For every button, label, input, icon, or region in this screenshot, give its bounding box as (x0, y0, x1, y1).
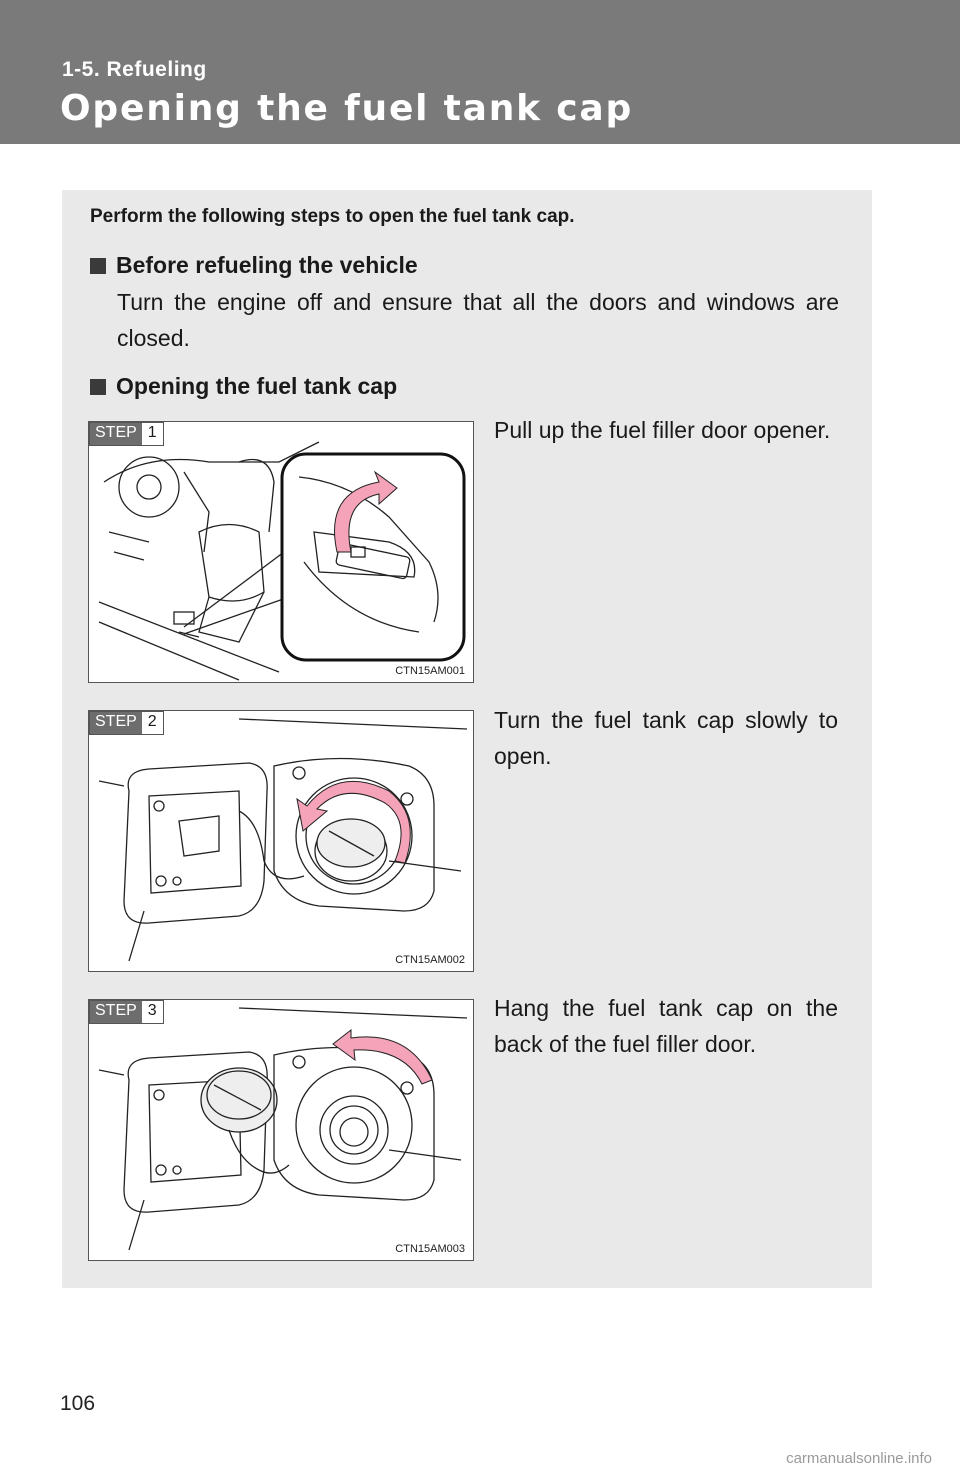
square-bullet-icon (90, 258, 106, 274)
step-badge (89, 711, 164, 735)
figure-code: CTN15AM002 (395, 954, 465, 966)
step-2-figure (88, 710, 474, 972)
page-number: 106 (60, 1392, 96, 1415)
hang-cap-illustration (89, 1000, 473, 1260)
opening-heading (90, 373, 397, 400)
page-title: Opening the fuel tank cap (60, 88, 634, 129)
fuel-door-opener-illustration (89, 422, 473, 682)
turn-cap-illustration (89, 711, 473, 971)
step-badge (89, 1000, 164, 1024)
step-badge-label: STEP (90, 1001, 142, 1023)
step-3-text: Hang the fuel tank cap on the back of the fuel filler door. (494, 995, 838, 1057)
step-badge-number: 1 (147, 424, 157, 441)
step-badge-number: 2 (147, 713, 157, 730)
step-badge-number: 3 (147, 1002, 157, 1019)
step-2-text: Turn the fuel tank cap slowly to open. (494, 707, 838, 769)
section-label: 1-5. Refueling (62, 58, 207, 81)
square-bullet-icon (90, 379, 106, 395)
page-header (0, 0, 960, 144)
figure-code: CTN15AM001 (395, 665, 465, 677)
heading-label: Before refueling the vehicle (116, 252, 418, 278)
step-1-text: Pull up the fuel filler door opener. (494, 417, 831, 443)
step-badge (89, 422, 164, 446)
heading-label: Opening the fuel tank cap (116, 373, 398, 399)
watermark: carmanualsonline.info (786, 1450, 932, 1467)
before-refueling-text: Turn the engine off and ensure that all the doors and windows are closed. (117, 289, 839, 351)
step-3-figure (88, 999, 474, 1261)
step-1-figure (88, 421, 474, 683)
intro-text: Perform the following steps to open the fuel tank cap. (90, 206, 575, 227)
before-refueling-heading (90, 252, 418, 279)
figure-code: CTN15AM003 (395, 1243, 465, 1255)
step-badge-label: STEP (90, 712, 142, 734)
step-badge-label: STEP (90, 423, 142, 445)
